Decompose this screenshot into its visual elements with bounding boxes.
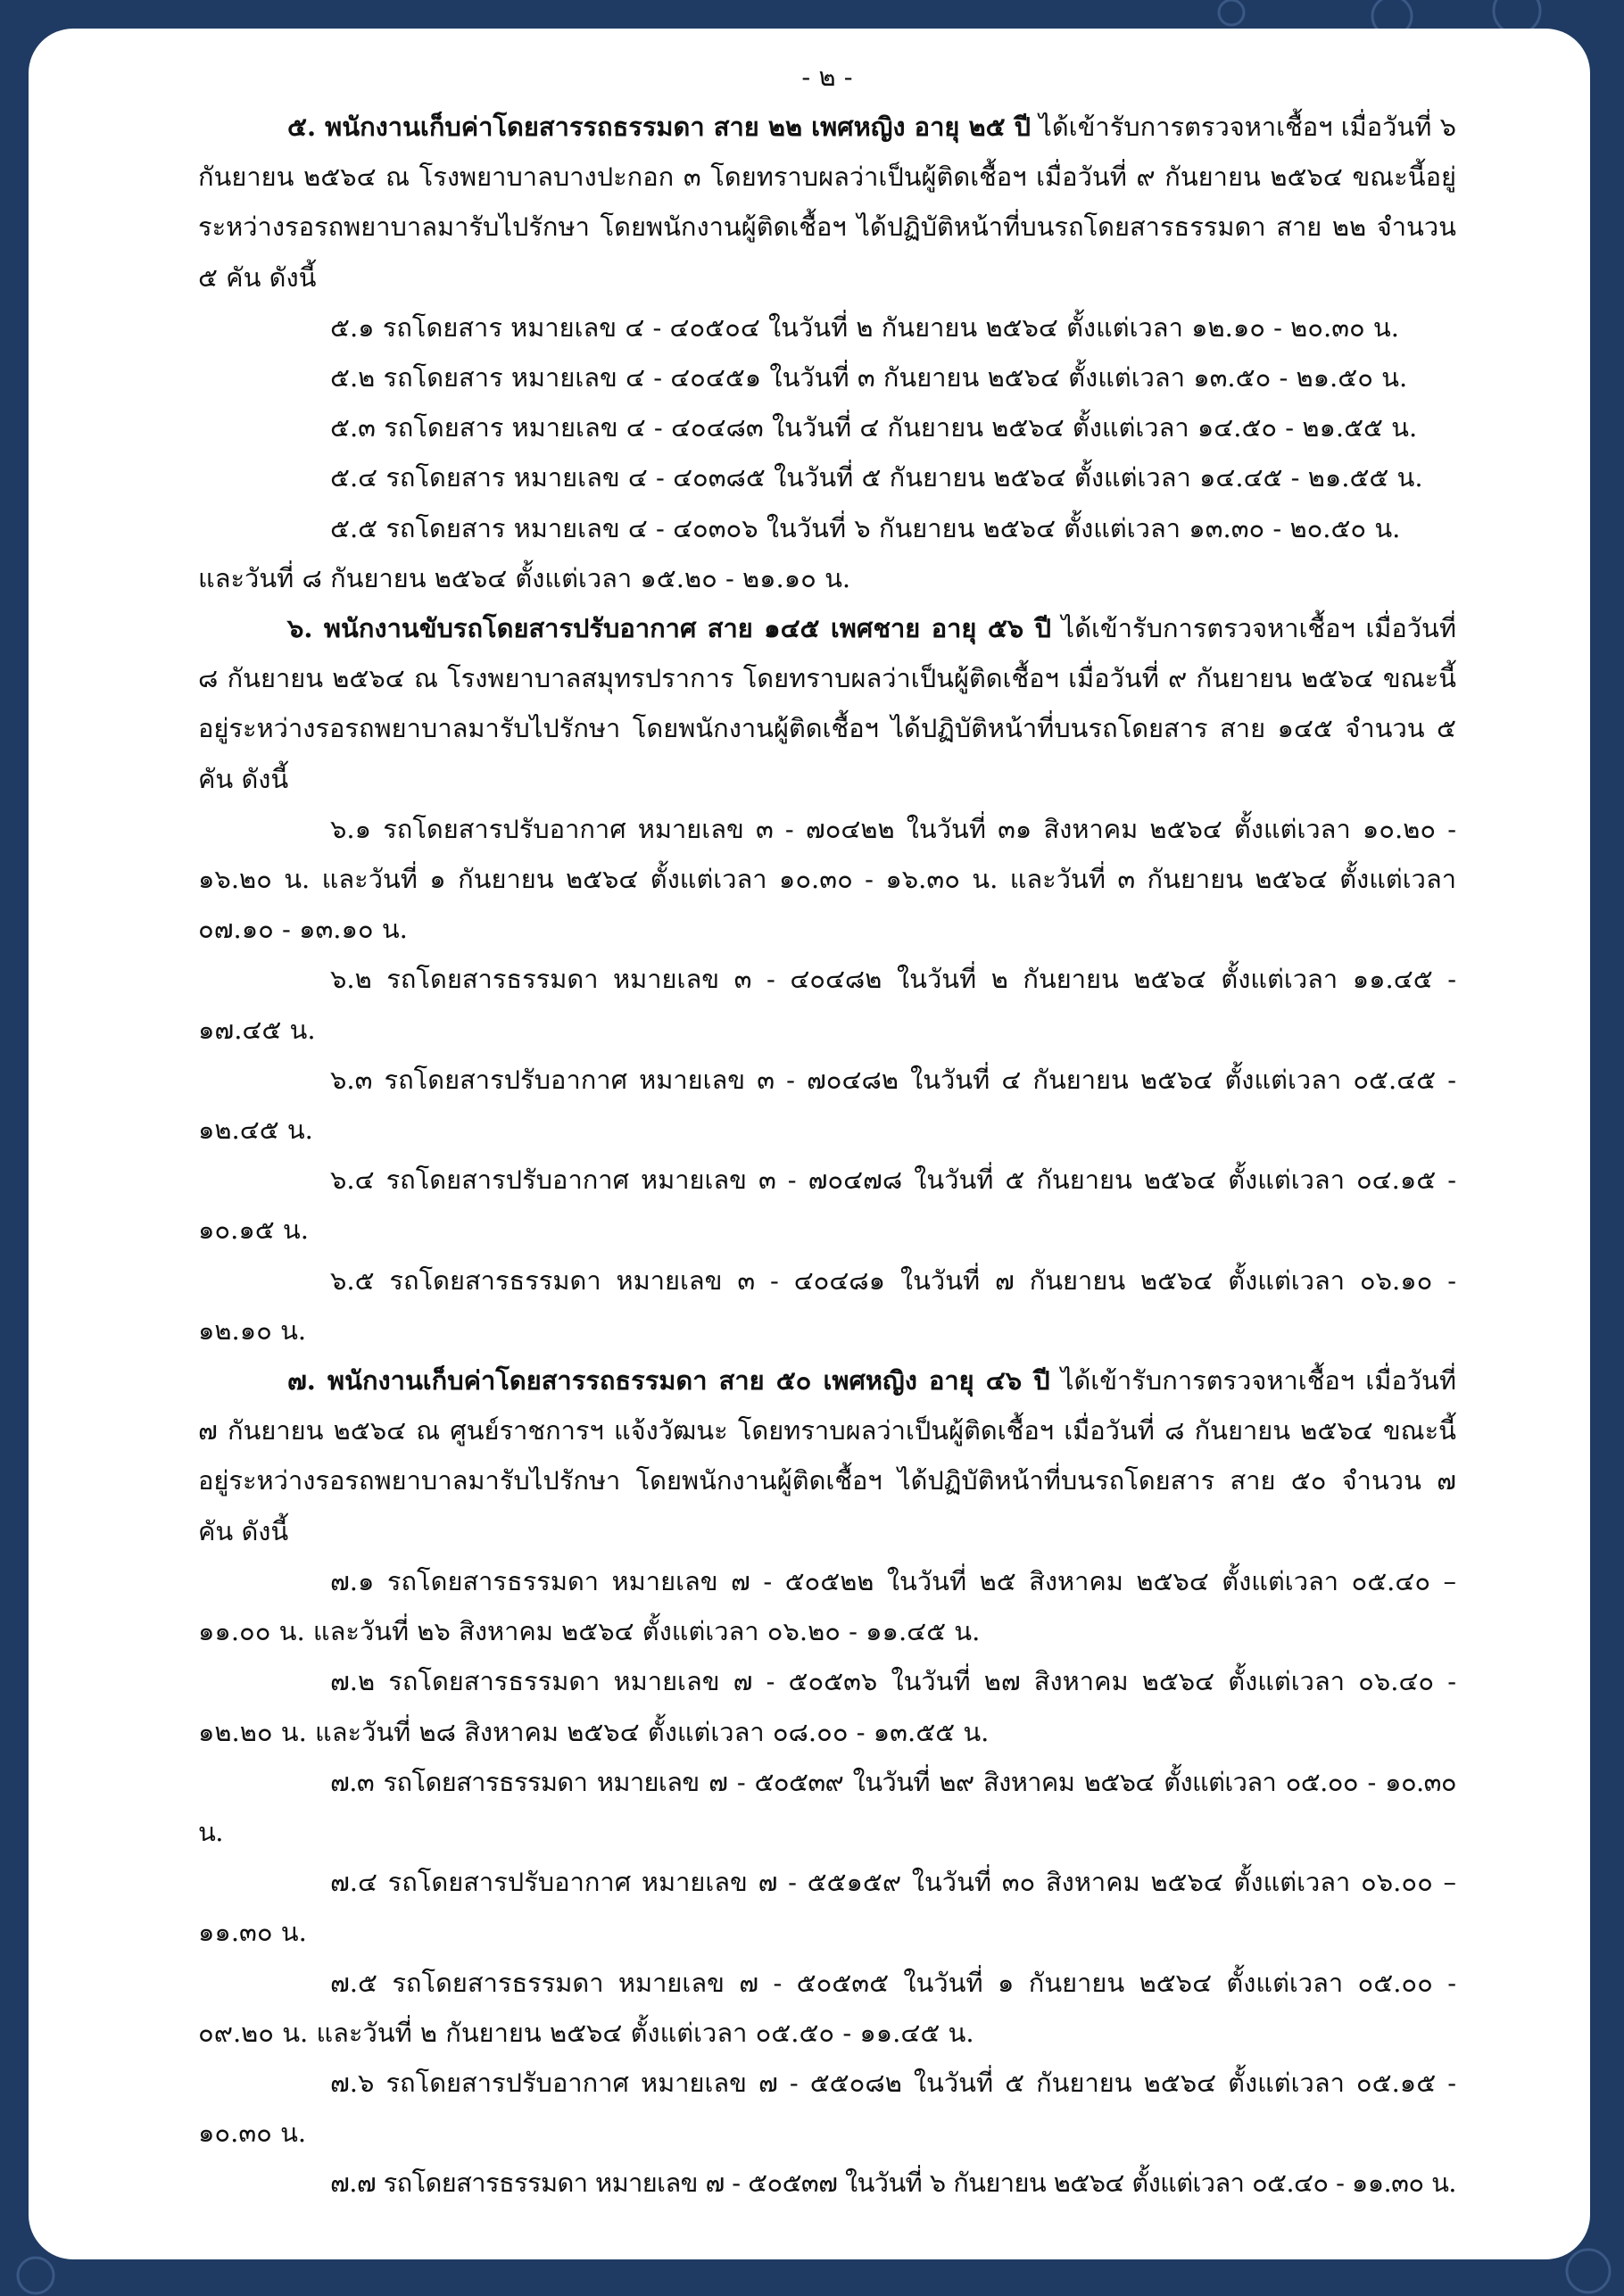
section-5-item-4: ๕.๔ รถโดยสาร หมายเลข ๔ - ๔๐๓๘๕ ในวันที่ ๕ กันยายน ๒๕๖๔ ตั้งแต่เวลา ๑๔.๔๕ - ๒๑.๕๕ น. (330, 462, 1423, 493)
section-6-item-3: ๖.๓ รถโดยสารปรับอากาศ หมายเลข ๓ - ๗๐๔๘๒ ในวันที่ ๔ กันยายน ๒๕๖๔ ตั้งแต่เวลา ๐๕.๔๕ - ๑๒.๔๕ น. (198, 1064, 1456, 1146)
section-7-item-7: ๗.๗ รถโดยสารธรรมดา หมายเลข ๗ - ๕๐๕๓๗ ในวันที่ ๖ กันยายน ๒๕๖๔ ตั้งแต่เวลา ๐๕.๔๐ - ๑๑.๓๐ น. (330, 2168, 1456, 2199)
page-number: - ๒ - (801, 62, 853, 92)
section-5-item-5: ๕.๕ รถโดยสาร หมายเลข ๔ - ๔๐๓๐๖ ในวันที่ ๖ กันยายน ๒๕๖๔ ตั้งแต่เวลา ๑๓.๓๐ - ๒๐.๕๐ น. (330, 512, 1401, 543)
section-7-text: ได้เข้ารับการตรวจหาเชื้อฯ เมื่อวันที่ ๗ กันยายน ๒๕๖๔ ณ ศูนย์ราชการฯ แจ้งวัฒนะ โดยทราบผลว่าเป็นผู้ติดเชื้อฯ เมื่อวันที่ ๘ กันยายน ๒๕๖๔ ขณะนี้อยู่ระหว่างรอรถพยาบาลมารับไปรักษา โดยพนักงานผู้ติดเชื้อฯ ได้ปฏิบัติหน้าที่บนรถโดยสาร สาย ๕๐ จำนวน ๗ คัน ดังนี้ (198, 1365, 1456, 1546)
section-6-text: ได้เข้ารับการตรวจหาเชื้อฯ เมื่อวันที่ ๘ กันยายน ๒๕๖๔ ณ โรงพยาบาลสมุทรปราการ โดยทราบผลว่าเป็นผู้ติดเชื้อฯ เมื่อวันที่ ๙ กันยายน ๒๕๖๔ ขณะนี้อยู่ระหว่างรอรถพยาบาลมารับไปรักษา โดยพนักงานผู้ติดเชื้อฯ ได้ปฏิบัติหน้าที่บนรถโดยสาร สาย ๑๔๕ จำนวน ๕ คัน ดังนี้ (198, 613, 1456, 794)
section-6-item-5: ๖.๕ รถโดยสารธรรมดา หมายเลข ๓ - ๔๐๔๘๑ ในวันที่ ๗ กันยายน ๒๕๖๔ ตั้งแต่เวลา ๐๖.๑๐ - ๑๒.๑๐ น. (198, 1264, 1456, 1346)
section-7-item-3: ๗.๓ รถโดยสารธรรมดา หมายเลข ๗ - ๕๐๕๓๙ ในวันที่ ๒๙ สิงหาคม ๒๕๖๔ ตั้งแต่เวลา ๐๕.๐๐ - ๑๐.๓๐ น. (198, 1766, 1456, 1847)
document-body (198, 29, 1456, 2209)
section-5-text: ได้เข้ารับการตรวจหาเชื้อฯ เมื่อวันที่ ๖ กันยายน ๒๕๖๔ ณ โรงพยาบาลบางปะกอก ๓ โดยทราบผลว่าเป็นผู้ติดเชื้อฯ เมื่อวันที่ ๙ กันยายน ๒๕๖๔ ขณะนี้อยู่ระหว่างรอรถพยาบาลมารับไปรักษา โดยพนักงานผู้ติดเชื้อฯ ได้ปฏิบัติหน้าที่บนรถโดยสารธรรมดา สาย ๒๒ จำนวน ๕ คัน ดังนี้ (198, 112, 1456, 293)
section-5-item-1: ๕.๑ รถโดยสาร หมายเลข ๔ - ๔๐๕๐๔ ในวันที่ ๒ กันยายน ๒๕๖๔ ตั้งแต่เวลา ๑๒.๑๐ - ๒๐.๓๐ น. (330, 311, 1399, 343)
section-6-item-1: ๖.๑ รถโดยสารปรับอากาศ หมายเลข ๓ - ๗๐๔๒๒ ในวันที่ ๓๑ สิงหาคม ๒๕๖๔ ตั้งแต่เวลา ๑๐.๒๐ - ๑๖.๒๐ น. และวันที่ ๑ กันยายน ๒๕๖๔ ตั้งแต่เวลา ๑๐.๓๐ - ๑๖.๓๐ น. และวันที่ ๓ กันยายน ๒๕๖๔ ตั้งแต่เวลา ๐๗.๑๐ - ๑๓.๑๐ น. (198, 813, 1456, 945)
section-6-item-2: ๖.๒ รถโดยสารธรรมดา หมายเลข ๓ - ๔๐๔๘๒ ในวันที่ ๒ กันยายน ๒๕๖๔ ตั้งแต่เวลา ๑๑.๔๕ - ๑๗.๔๕ น. (198, 964, 1456, 1045)
section-5-title: ๕. พนักงานเก็บค่าโดยสารรถธรรมดา สาย ๒๒ เพศหญิง อายุ ๒๕ ปี (287, 112, 1032, 142)
section-7-item-1: ๗.๑ รถโดยสารธรรมดา หมายเลข ๗ - ๕๐๕๒๒ ในวันที่ ๒๕ สิงหาคม ๒๕๖๔ ตั้งแต่เวลา ๐๕.๔๐ – ๑๑.๐๐ น. และวันที่ ๒๖ สิงหาคม ๒๕๖๔ ตั้งแต่เวลา ๐๖.๒๐ - ๑๑.๔๕ น. (198, 1565, 1456, 1647)
section-6-item-4: ๖.๔ รถโดยสารปรับอากาศ หมายเลข ๓ - ๗๐๔๗๘ ในวันที่ ๕ กันยายน ๒๕๖๔ ตั้งแต่เวลา ๐๔.๑๕ - ๑๐.๑๕ น. (198, 1165, 1456, 1246)
section-5-item-2: ๕.๒ รถโดยสาร หมายเลข ๔ - ๔๐๔๕๑ ในวันที่ ๓ กันยายน ๒๕๖๔ ตั้งแต่เวลา ๑๓.๕๐ - ๒๑.๕๐ น. (330, 362, 1408, 394)
section-6-title: ๖. พนักงานขับรถโดยสารปรับอากาศ สาย ๑๔๕ เพศชาย อายุ ๕๖ ปี (287, 613, 1052, 644)
section-6-heading (198, 603, 1456, 804)
section-5-item-3: ๕.๓ รถโดยสาร หมายเลข ๔ - ๔๐๔๘๓ ในวันที่ ๔ กันยายน ๒๕๖๔ ตั้งแต่เวลา ๑๔.๕๐ - ๒๑.๕๕ น. (330, 412, 1418, 443)
section-7-heading (198, 1355, 1456, 1556)
section-5-heading (198, 102, 1456, 303)
document-page (29, 29, 1590, 2259)
section-5-tail: และวันที่ ๘ กันยายน ๒๕๖๔ ตั้งแต่เวลา ๑๕.๒๐ - ๒๑.๑๐ น. (198, 562, 851, 593)
section-7-item-6: ๗.๖ รถโดยสารปรับอากาศ หมายเลข ๗ - ๕๕๐๘๒ ในวันที่ ๕ กันยายน ๒๕๖๔ ตั้งแต่เวลา ๐๕.๑๕ - ๑๐.๓๐ น. (198, 2067, 1456, 2149)
section-7-item-2: ๗.๒ รถโดยสารธรรมดา หมายเลข ๗ - ๕๐๕๓๖ ในวันที่ ๒๗ สิงหาคม ๒๕๖๔ ตั้งแต่เวลา ๐๖.๔๐ - ๑๒.๒๐ น. และวันที่ ๒๘ สิงหาคม ๒๕๖๔ ตั้งแต่เวลา ๐๘.๐๐ - ๑๓.๕๕ น. (198, 1666, 1456, 1747)
section-7-title: ๗. พนักงานเก็บค่าโดยสารรถธรรมดา สาย ๕๐ เพศหญิง อายุ ๔๖ ปี (287, 1365, 1050, 1397)
section-7-item-4: ๗.๔ รถโดยสารปรับอากาศ หมายเลข ๗ - ๕๕๑๕๙ ในวันที่ ๓๐ สิงหาคม ๒๕๖๔ ตั้งแต่เวลา ๐๖.๐๐ – ๑๑.๓๐ น. (198, 1867, 1456, 1948)
section-7-item-5: ๗.๕ รถโดยสารธรรมดา หมายเลข ๗ - ๕๐๕๓๕ ในวันที่ ๑ กันยายน ๒๕๖๔ ตั้งแต่เวลา ๐๕.๐๐ - ๐๙.๒๐ น. และวันที่ ๒ กันยายน ๒๕๖๔ ตั้งแต่เวลา ๐๕.๕๐ - ๑๑.๔๕ น. (198, 1967, 1456, 2048)
